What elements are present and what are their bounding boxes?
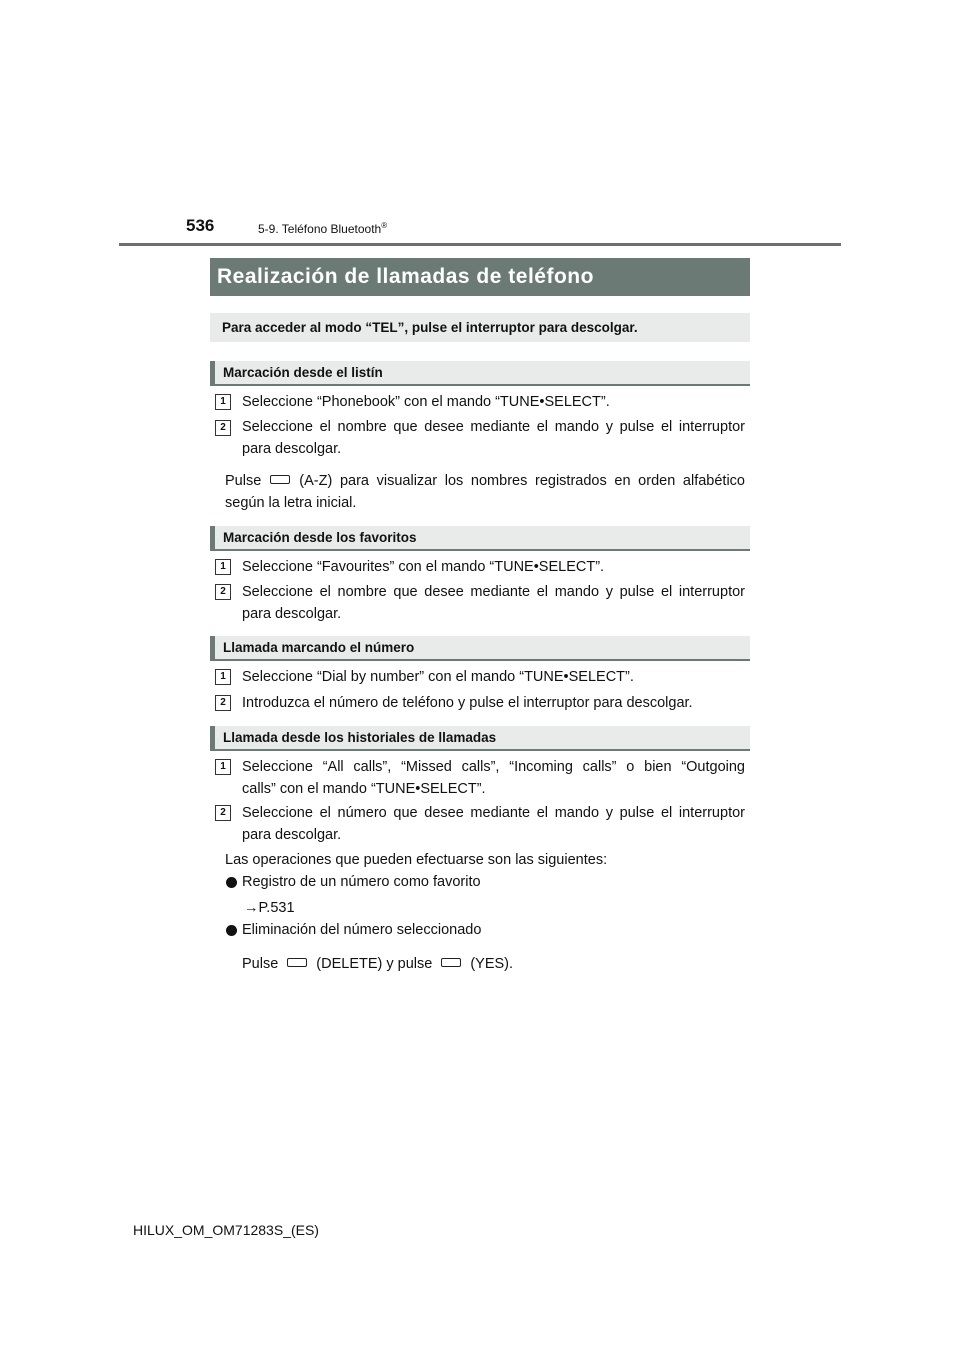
step-line: Seleccione “All calls”, “Missed calls”, “Incoming calls” o bien “Outgoing [242,759,745,775]
step-text: Seleccione “Phonebook” con el mando “TUNE•SELECT”. [242,394,610,410]
step-line: Seleccione el número que desee mediante el mando y pulse el interruptor [242,805,745,821]
footer-code: HILUX_OM_OM71283S_(ES) [133,1222,319,1238]
note-post: (A-Z) para visualizar los nombres registrados en orden alfabético [299,473,745,489]
step-text: Seleccione “Favourites” con el mando “TUNE•SELECT”. [242,559,605,575]
step-line: para descolgar. [242,606,342,622]
note-pre: Pulse [225,473,262,489]
section-heading-call-history: Llamada desde los historiales de llamadas [210,726,750,751]
detail-mid: (DELETE) y pulse [316,956,433,972]
bullet-text: Registro de un número como favorito [242,874,481,890]
step-text [242,756,745,800]
button-icon [270,475,290,484]
page-number: 536 [186,216,215,235]
registered-mark: ® [381,221,388,230]
step-badge: 2 [215,805,231,821]
step-badge: 2 [215,420,231,436]
step-line: para descolgar. [242,441,342,457]
button-icon [287,958,307,967]
step-badge: 1 [215,759,231,775]
step-text [242,416,745,460]
step-text: Seleccione “Dial by number” con el mando “TUNE•SELECT”. [242,669,634,685]
section-label: 5-9. Teléfono Bluetooth [258,222,382,236]
section-heading-phonebook: Marcación desde el listín [210,361,750,386]
step-line: Seleccione el nombre que desee mediante el mando y pulse el interruptor [242,584,745,600]
step-text [242,581,745,625]
header-divider [119,243,841,246]
step-badge: 1 [215,559,231,575]
section-breadcrumb [258,221,387,236]
step-badge: 1 [215,394,231,410]
bullet-icon [226,925,237,936]
step-line: para descolgar. [242,827,342,843]
page-title: Realización de llamadas de teléfono [210,258,750,296]
detail-pre: Pulse [242,956,279,972]
step-text: Introduzca el número de teléfono y pulse el interruptor para descolgar. [242,695,693,711]
button-icon [441,958,461,967]
step-text [242,802,745,846]
detail-post: (YES). [470,956,514,972]
intro-box: Para acceder al modo “TEL”, pulse el interruptor para descolgar. [210,313,750,342]
bullet-icon [226,877,237,888]
note-text: Las operaciones que pueden efectuarse son las siguientes: [225,852,608,868]
page-reference: →P.531 [244,900,295,916]
step-line: calls” con el mando “TUNE•SELECT”. [242,781,486,797]
note-text [225,470,745,514]
note-line: según la letra inicial. [225,495,357,511]
step-line: Seleccione el nombre que desee mediante el mando y pulse el interruptor [242,419,745,435]
section-heading-favourites: Marcación desde los favoritos [210,526,750,551]
step-badge: 2 [215,584,231,600]
note-line [225,470,745,492]
bullet-text: Eliminación del número seleccionado [242,922,482,938]
bullet-detail [242,953,513,975]
step-badge: 1 [215,669,231,685]
step-badge: 2 [215,695,231,711]
section-heading-dial-number: Llamada marcando el número [210,636,750,661]
